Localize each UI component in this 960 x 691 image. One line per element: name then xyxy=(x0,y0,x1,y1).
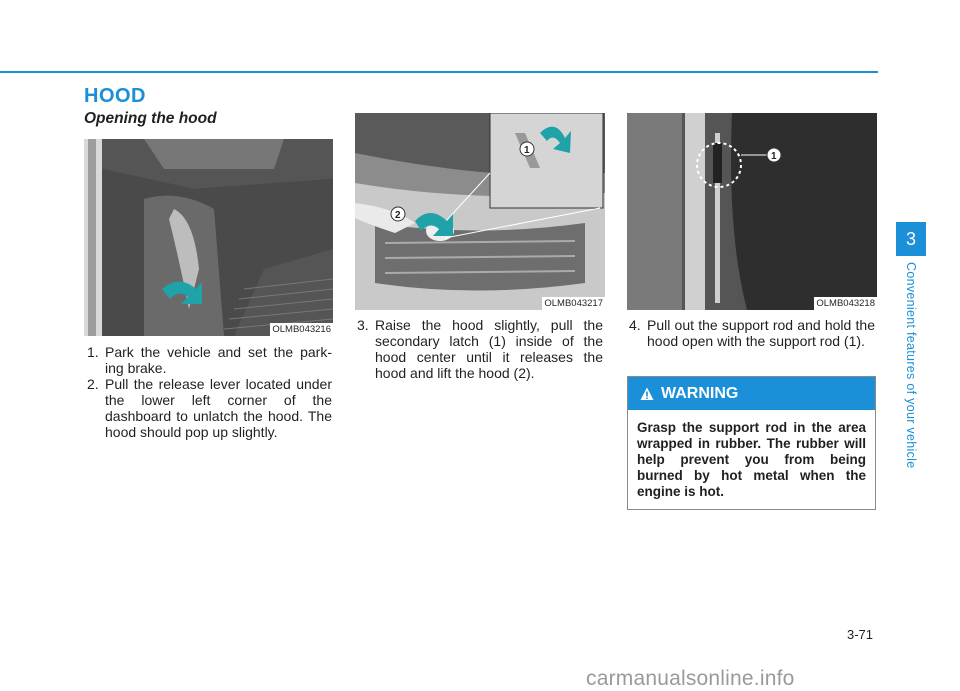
footer-watermark: carmanualsonline.info xyxy=(586,667,795,690)
steps-column-3 xyxy=(629,317,875,349)
warning-text: Grasp the support rod in the area wrapped in rubber. The rubber will help prevent you from being burned by hot metal when the engine is hot. xyxy=(637,420,866,499)
steps-column-1 xyxy=(87,344,332,440)
steps-column-2 xyxy=(357,317,603,381)
warning-box xyxy=(627,376,876,510)
section-title: HOOD xyxy=(84,85,146,107)
figure-release-lever xyxy=(84,139,333,336)
figure-code: OLMB043217 xyxy=(544,298,603,309)
secondary-latch-illustration xyxy=(355,113,605,310)
release-lever-illustration xyxy=(84,139,333,336)
chapter-tab: 3 xyxy=(896,222,926,256)
warning-title: WARNING xyxy=(661,384,739,402)
subheading: Opening the hood xyxy=(84,110,217,127)
callout-1: 1 xyxy=(771,151,777,162)
chapter-label-wrap xyxy=(896,262,926,492)
header-rule xyxy=(0,71,878,73)
step-number: 3. xyxy=(357,317,369,333)
step-text: Raise the hood slightly, pull the secondary latch (1) inside of the hood center until it releases the hood and lift the hood (2). xyxy=(375,317,603,381)
step-item xyxy=(357,317,603,381)
step-text: Pull the release lever located under the lower left corner of the dashboard to unlatch the hood. The hood should pop up slightly. xyxy=(105,376,332,440)
figure-code: OLMB043218 xyxy=(816,298,875,309)
callout-1: 1 xyxy=(524,145,530,156)
support-rod-illustration xyxy=(627,113,877,310)
callout-2: 2 xyxy=(395,210,401,221)
warning-header xyxy=(628,377,875,410)
warning-triangle-icon xyxy=(640,387,654,401)
step-item xyxy=(87,344,332,376)
step-item xyxy=(87,376,332,440)
page-number: 3-71 xyxy=(847,627,874,642)
step-number: 1. xyxy=(87,344,99,360)
step-text: Park the vehicle and set the park-ing brake. xyxy=(105,344,332,376)
figure-support-rod xyxy=(627,113,877,310)
figure-secondary-latch xyxy=(355,113,605,310)
step-text: Pull out the support rod and hold the hood open with the support rod (1). xyxy=(647,317,875,349)
figure-code: OLMB043216 xyxy=(272,324,331,335)
step-number: 4. xyxy=(629,317,641,333)
step-item xyxy=(629,317,875,349)
step-number: 2. xyxy=(87,376,99,392)
chapter-label: Convenient features of your vehicle xyxy=(904,262,918,469)
